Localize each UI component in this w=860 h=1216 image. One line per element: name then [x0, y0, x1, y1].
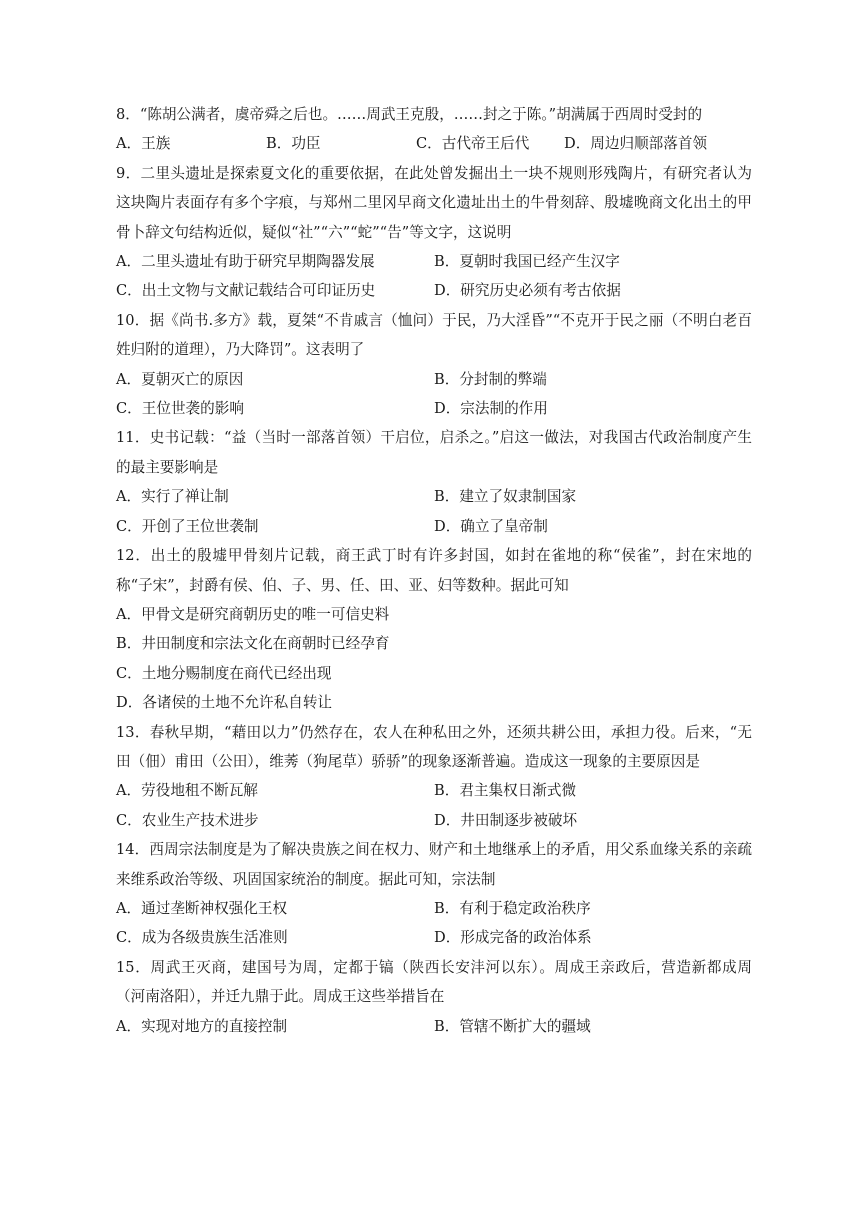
- question-8: [116, 100, 752, 159]
- options-row: [116, 776, 752, 805]
- option-d: D．各诸侯的土地不允许私自转让: [116, 694, 333, 712]
- options-row: [116, 894, 752, 923]
- question-15: [116, 953, 752, 1041]
- options-row: [116, 276, 752, 305]
- option-b: B．分封制的弊端: [434, 370, 547, 388]
- options-row: [116, 659, 752, 688]
- option-a: A．夏朝灭亡的原因: [116, 370, 244, 388]
- option-a: A．王族: [116, 135, 171, 153]
- options-row: [116, 1012, 752, 1041]
- option-d: D．确立了皇帝制: [434, 517, 548, 535]
- question-12: [116, 541, 752, 717]
- question-stem: 10．据《尚书.多方》载，夏桀“不肯戚言（恤问）于民，乃大淫昏”“不克开于民之丽（不明白老百姓归附的道理），乃大降罚”。这表明了: [116, 311, 752, 359]
- options-row: [116, 923, 752, 952]
- option-d: D．宗法制的作用: [434, 400, 548, 418]
- question-11: [116, 423, 752, 541]
- option-c: C．成为各级贵族生活准则: [116, 929, 288, 947]
- question-13: [116, 718, 752, 836]
- options-row: [116, 600, 752, 629]
- options-row: [116, 482, 752, 511]
- question-stem: 14．西周宗法制度是为了解决贵族之间在权力、财产和土地继承上的矛盾，用父系血缘关系的亲疏来维系政治等级、巩固国家统治的制度。据此可知，宗法制: [116, 841, 752, 888]
- question-stem: 8．“陈胡公满者，虞帝舜之后也。……周武王克殷，……封之于陈。”胡满属于西周时受封的: [116, 106, 703, 123]
- options-row: [116, 806, 752, 835]
- question-list: [116, 100, 752, 1041]
- option-c: C．王位世袭的影响: [116, 400, 244, 418]
- options-row: [116, 629, 752, 658]
- option-b: B．井田制度和宗法文化在商朝时已经孕育: [116, 635, 390, 653]
- option-c: C．开创了王位世袭制: [116, 517, 259, 535]
- option-b: B．夏朝时我国已经产生汉字: [434, 253, 620, 271]
- options-row: [116, 129, 752, 158]
- option-d: D．形成完备的政治体系: [434, 929, 592, 947]
- option-a: A．实现对地方的直接控制: [116, 1017, 288, 1035]
- options-row: [116, 394, 752, 423]
- question-stem: 9．二里头遗址是探索夏文化的重要依据，在此处曾发掘出土一块不规则形残陶片，有研究者认为这块陶片表面存有多个字痕，与郑州二里冈早商文化遗址出土的牛骨刻辞、殷墟晚商文化出土的甲骨卜辞文句结构近似，疑似“社”“六”“蛇”“告”等文字，这说明: [116, 164, 752, 241]
- option-c: C．古代帝王后代: [416, 135, 530, 153]
- question-9: [116, 159, 752, 306]
- option-c: C．出土文物与文献记载结合可印证历史: [116, 282, 376, 300]
- question-14: [116, 835, 752, 953]
- options-row: [116, 365, 752, 394]
- option-a: A．实行了禅让制: [116, 488, 229, 506]
- option-a: A．劳役地租不断瓦解: [116, 782, 258, 800]
- option-d: D．井田制逐步被破坏: [434, 811, 578, 829]
- option-d: D．周边归顺部落首领: [564, 135, 708, 153]
- option-b: B．管辖不断扩大的疆域: [434, 1017, 591, 1035]
- question-stem: 13．春秋早期，“藉田以力”仍然存在，农人在种私田之外，还须共耕公田，承担力役。后来，“无田（佃）甫田（公田），维莠（狗尾草）骄骄”的现象逐渐普遍。造成这一现象的主要原因是: [116, 723, 752, 770]
- option-c: C．农业生产技术进步: [116, 811, 259, 829]
- option-b: B．功臣: [266, 135, 321, 153]
- option-c: C．土地分赐制度在商代已经出现: [116, 664, 332, 682]
- option-a: A．二里头遗址有助于研究早期陶器发展: [116, 253, 375, 271]
- question-stem: 12．出土的殷墟甲骨刻片记载，商王武丁时有许多封国，如封在雀地的称“侯雀”，封在宋地的称“子宋”，封爵有侯、伯、子、男、任、田、亚、妇等数种。据此可知: [116, 547, 752, 594]
- question-stem: 11．史书记载：“益（当时一部落首领）干启位，启杀之。”启这一做法，对我国古代政治制度产生的最主要影响是: [116, 429, 752, 476]
- options-row: [116, 512, 752, 541]
- option-d: D．研究历史必须有考古依据: [434, 282, 621, 300]
- option-a: A．甲骨文是研究商朝历史的唯一可信史料: [116, 605, 390, 623]
- question-10: [116, 306, 752, 424]
- option-a: A．通过垄断神权强化王权: [116, 899, 288, 917]
- options-row: [116, 247, 752, 276]
- option-b: B．君主集权日渐式微: [434, 782, 577, 800]
- options-row: [116, 688, 752, 717]
- option-b: B．建立了奴隶制国家: [434, 488, 577, 506]
- option-b: B．有利于稳定政治秩序: [434, 899, 591, 917]
- question-stem: 15．周武王灭商，建国号为周，定都于镐（陕西长安沣河以东）。周成王亲政后，营造新都成周（河南洛阳），并迁九鼎于此。周成王这些举措旨在: [116, 958, 752, 1006]
